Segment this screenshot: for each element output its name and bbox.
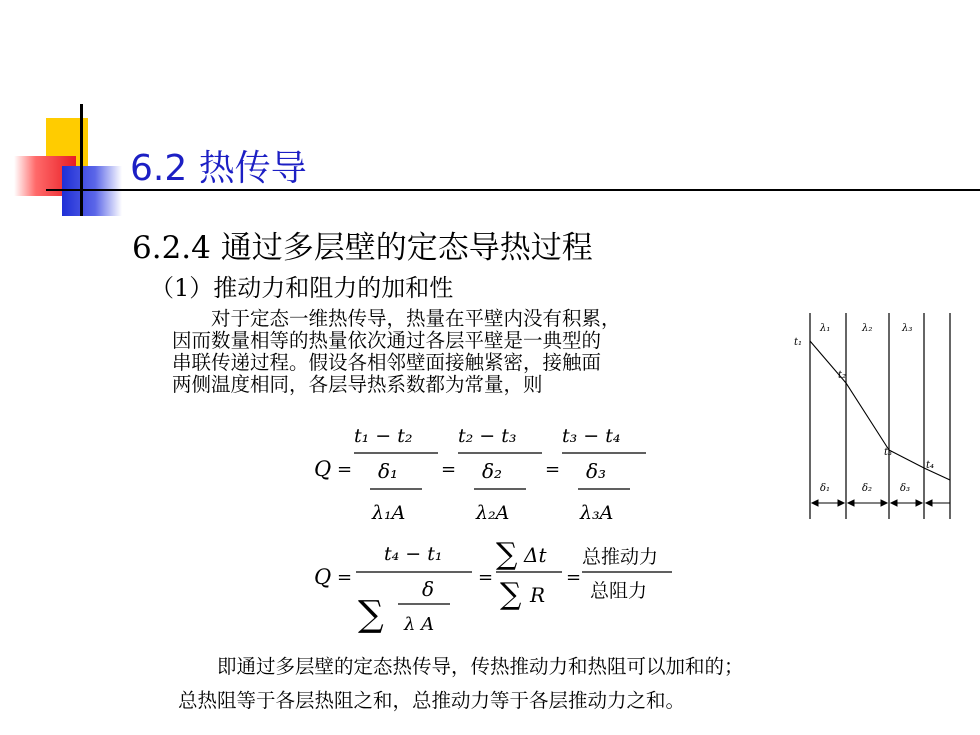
eq1-lambdaA2: λ₂A: [476, 502, 510, 524]
diagram-t3: t₃: [884, 447, 893, 458]
conclusion-line: 总热阻等于各层热阻之和，总推动力等于各层推动力之和。: [178, 689, 686, 712]
diagram-delta1: δ₁: [820, 483, 831, 494]
eq2-dt: Δt: [524, 543, 547, 567]
eq1-num1: t₁ − t₂: [354, 425, 413, 447]
eq1-equals-3: =: [545, 459, 561, 480]
eq2-equals: =: [337, 567, 353, 588]
diagram-t1: t₁: [794, 337, 803, 348]
eq1-Q: Q: [314, 457, 332, 481]
eq2-sum-num: ∑: [496, 537, 518, 572]
diagram-delta3: δ₃: [900, 483, 911, 494]
eq2-num: t₄ − t₁: [384, 543, 443, 565]
equation-series-resistance: [300, 420, 660, 532]
diagram-lambda2: λ₂: [862, 323, 873, 334]
paragraph-line: 因而数量相等的热量依次通过各层平壁是一典型的: [172, 329, 602, 352]
eq1-lambdaA1: λ₁A: [372, 502, 406, 524]
eq2-drive: 总推动力: [582, 546, 659, 568]
decor-blue-square: [62, 166, 122, 216]
eq2-Q: Q: [314, 565, 332, 589]
diagram-t4: t₄: [926, 460, 935, 471]
subsection-heading: （1）推动力和阻力的加和性: [150, 274, 454, 302]
conclusion-text: [178, 650, 744, 718]
decor-vertical-line: [80, 104, 83, 216]
diagram-delta2: δ₂: [862, 483, 873, 494]
slide-title: 6.2 热传导: [130, 148, 307, 189]
eq2-lambdaA: λ A: [404, 614, 435, 635]
eq2-sum-symbol: ∑: [358, 594, 384, 635]
eq2-equals-2: =: [478, 567, 494, 588]
eq2-equals-3: =: [566, 567, 582, 588]
paragraph-line: 两侧温度相同，各层导热系数都为常量，则: [172, 373, 543, 396]
body-paragraph: [172, 308, 792, 396]
eq1-equals-2: =: [441, 459, 457, 480]
diagram-lambda3: λ₃: [902, 323, 913, 334]
eq1-delta2: δ₂: [482, 459, 503, 483]
eq2-resist: 总阻力: [590, 580, 648, 602]
eq2-R: R: [530, 583, 546, 607]
diagram-lambda1: λ₁: [820, 323, 831, 334]
section-heading: 6.2.4 通过多层壁的定态导热过程: [132, 230, 593, 266]
eq1-num2: t₂ − t₃: [458, 425, 517, 447]
eq2-sum-den: ∑: [500, 577, 522, 612]
paragraph-line: 对于定态一维热传导，热量在平壁内没有积累，: [172, 307, 621, 330]
diagram-t2: t₂: [838, 370, 847, 381]
eq1-delta1: δ₁: [378, 459, 399, 483]
eq1-equals: =: [337, 459, 353, 480]
equation-total-resistance: [300, 532, 700, 640]
paragraph-line: 串联传递过程。假设各相邻壁面接触紧密，接触面: [172, 351, 602, 374]
eq2-delta: δ: [422, 577, 435, 601]
thickness-arrows: [812, 500, 950, 506]
conclusion-line: 即通过多层壁的定态热传导，传热推动力和热阻可以加和的；: [178, 655, 744, 678]
eq1-num3: t₃ − t₄: [562, 425, 621, 447]
multilayer-wall-diagram: [790, 305, 965, 520]
eq1-delta3: δ₃: [586, 459, 607, 483]
eq1-lambdaA3: λ₃A: [580, 502, 614, 524]
